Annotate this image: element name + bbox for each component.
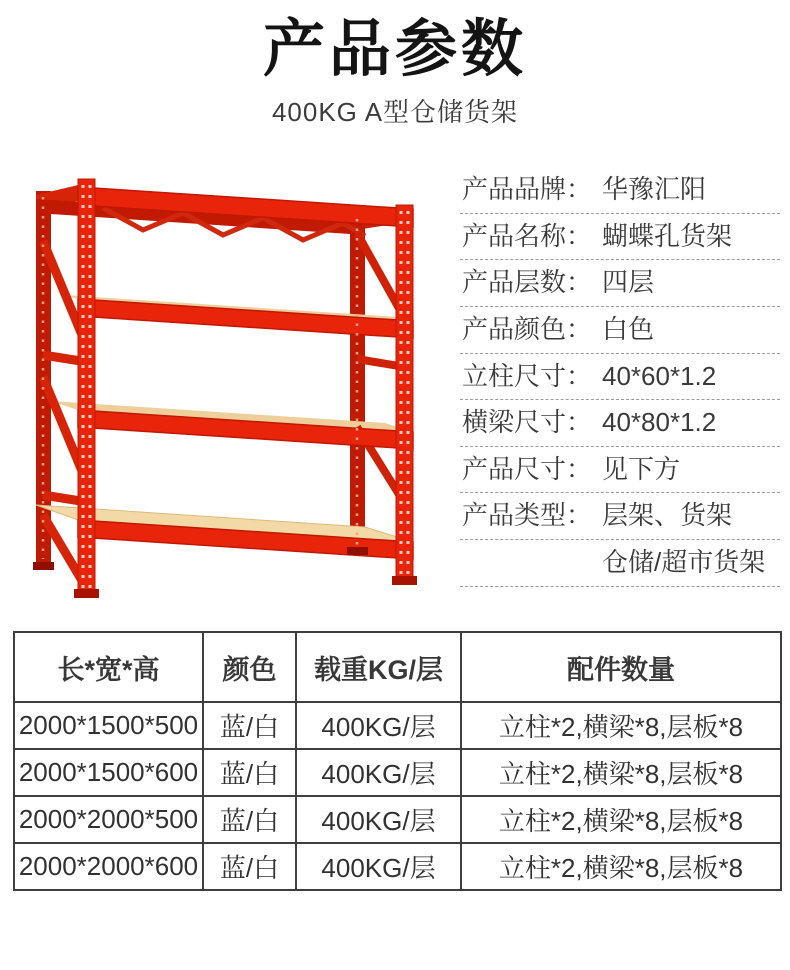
table-cell-color: 蓝/白 bbox=[203, 796, 296, 843]
table-row bbox=[14, 843, 781, 890]
spec-row-layers bbox=[460, 260, 780, 307]
shelf-product-image bbox=[12, 159, 454, 599]
table-cell-dimensions: 2000*1500*500 bbox=[14, 702, 203, 749]
table-cell-parts: 立柱*2,横梁*8,层板*8 bbox=[461, 843, 781, 890]
spec-row-product-type-cont bbox=[460, 540, 780, 587]
table-header-load: 载重KG/层 bbox=[296, 632, 461, 702]
spec-value: 40*80*1.2 bbox=[602, 407, 717, 438]
spec-value: 蝴蝶孔货架 bbox=[602, 220, 733, 251]
table-header-row bbox=[14, 632, 781, 702]
table-cell-load: 400KG/层 bbox=[296, 702, 461, 749]
table-cell-parts: 立柱*2,横梁*8,层板*8 bbox=[461, 702, 781, 749]
table-cell-parts: 立柱*2,横梁*8,层板*8 bbox=[461, 796, 781, 843]
spec-row-post-size bbox=[460, 354, 780, 401]
table-cell-color: 蓝/白 bbox=[203, 843, 296, 890]
spec-row-brand bbox=[460, 167, 780, 214]
spec-label: 立柱尺寸： bbox=[462, 360, 593, 391]
table-cell-load: 400KG/层 bbox=[296, 796, 461, 843]
spec-value: 四层 bbox=[602, 267, 655, 298]
table-row bbox=[14, 702, 781, 749]
spec-value: 白色 bbox=[602, 313, 655, 344]
spec-label: 产品品牌： bbox=[462, 174, 593, 205]
spec-row-product-type bbox=[460, 493, 780, 540]
spec-row-name bbox=[460, 214, 780, 261]
table-cell-load: 400KG/层 bbox=[296, 843, 461, 890]
table-header-dimensions: 长*宽*高 bbox=[14, 632, 203, 702]
spec-label: 产品类型： bbox=[462, 500, 593, 531]
table-cell-color: 蓝/白 bbox=[203, 749, 296, 796]
spec-row-color bbox=[460, 307, 780, 354]
spec-value: 见下方 bbox=[602, 453, 681, 484]
page-title: 产品参数 bbox=[262, 15, 527, 84]
page-subtitle: 400KG A型仓储货架 bbox=[271, 97, 519, 128]
hero-section bbox=[0, 159, 790, 599]
table-cell-dimensions: 2000*1500*600 bbox=[14, 749, 203, 796]
spec-row-beam-size bbox=[460, 400, 780, 447]
table-cell-parts: 立柱*2,横梁*8,层板*8 bbox=[461, 749, 781, 796]
size-spec-table bbox=[13, 631, 782, 891]
spec-label: 产品名称： bbox=[462, 220, 593, 251]
table-row bbox=[14, 796, 781, 843]
spec-value: 40*60*1.2 bbox=[602, 360, 717, 391]
table-header-color: 颜色 bbox=[203, 632, 296, 702]
spec-label: 产品层数： bbox=[462, 267, 593, 298]
table-cell-load: 400KG/层 bbox=[296, 749, 461, 796]
spec-list bbox=[460, 159, 780, 599]
spec-value: 仓储/超市货架 bbox=[602, 546, 766, 577]
spec-label: 产品颜色： bbox=[462, 313, 593, 344]
spec-label: 横梁尺寸： bbox=[462, 407, 593, 438]
spec-value: 层架、货架 bbox=[602, 500, 733, 531]
table-header-parts: 配件数量 bbox=[461, 632, 781, 702]
table-cell-dimensions: 2000*2000*500 bbox=[14, 796, 203, 843]
table-cell-dimensions: 2000*2000*600 bbox=[14, 843, 203, 890]
table-cell-color: 蓝/白 bbox=[203, 702, 296, 749]
spec-label: 产品尺寸： bbox=[462, 453, 593, 484]
spec-row-product-size bbox=[460, 447, 780, 494]
spec-value: 华豫汇阳 bbox=[602, 174, 707, 205]
product-image-container bbox=[12, 159, 454, 599]
table-row bbox=[14, 749, 781, 796]
